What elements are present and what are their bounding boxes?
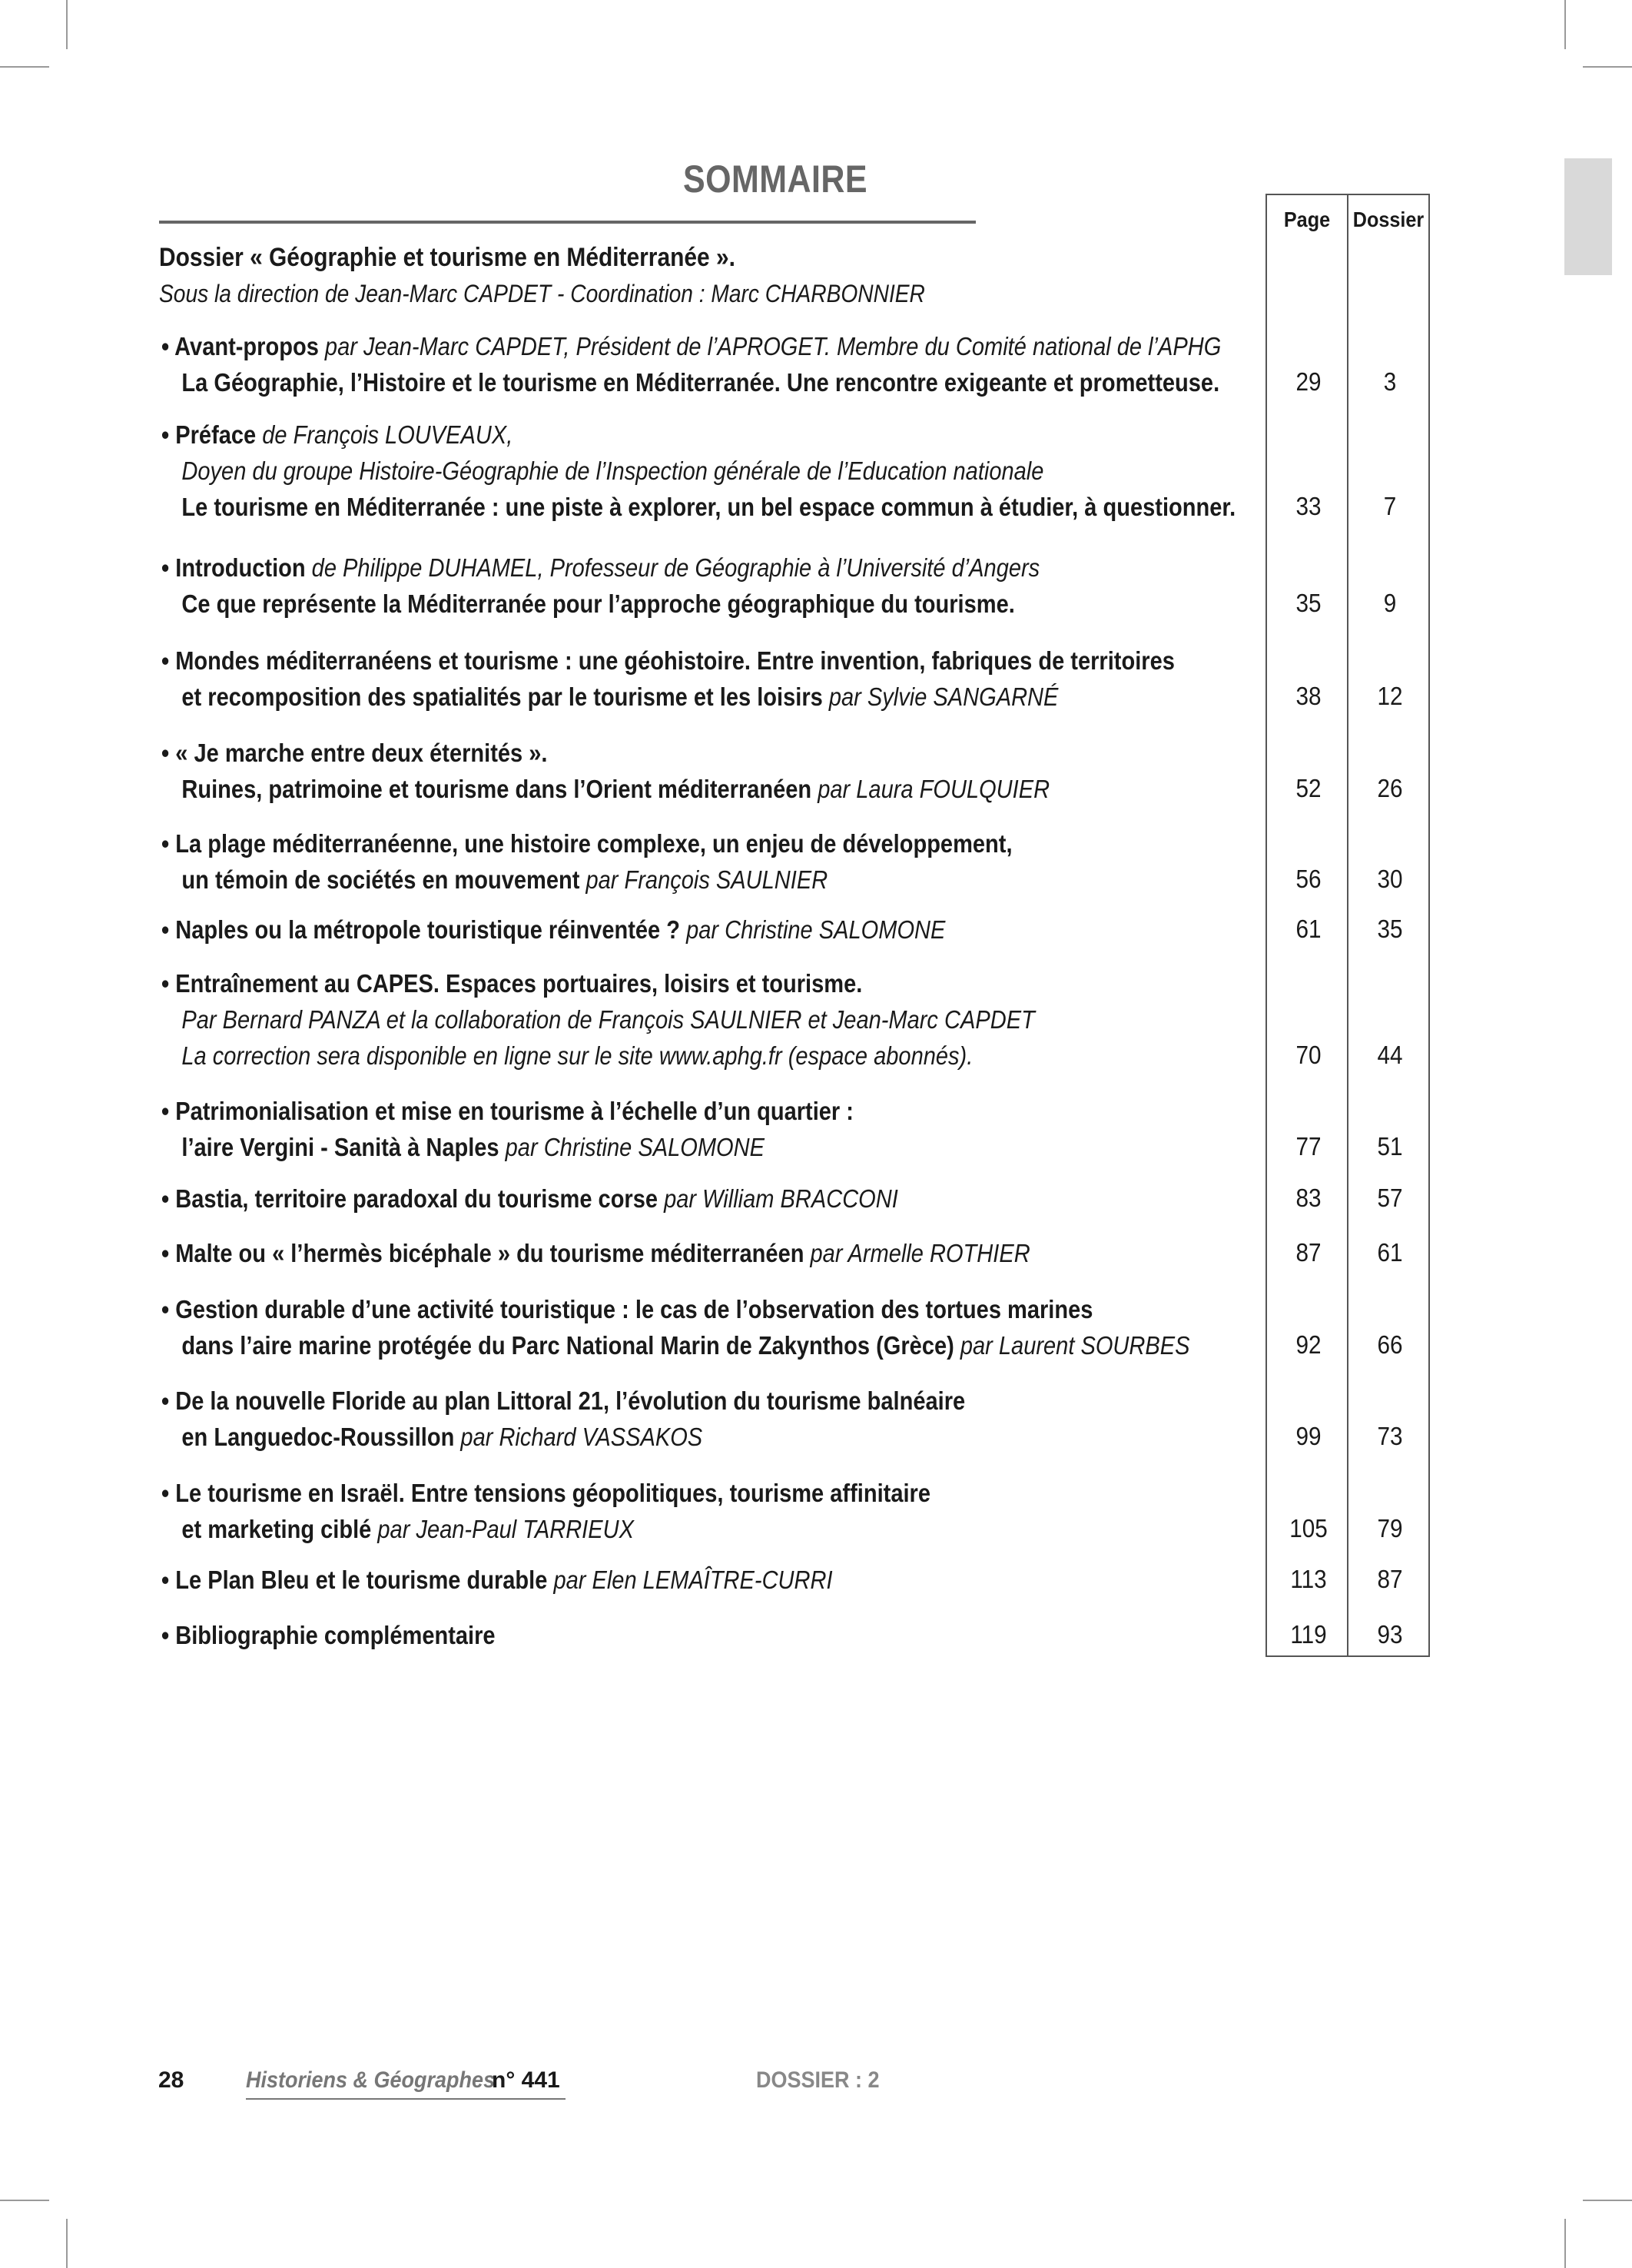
toc-entry-line — [161, 965, 1128, 1001]
crop-mark — [66, 2219, 68, 2268]
toc-entry-title: Malte ou « l’hermès bicéphale » du tourisme méditerranéen — [175, 1239, 804, 1267]
toc-entry-title: Préface — [175, 420, 257, 449]
toc-entry-author: par Jean-Marc CAPDET, Président de l’APROGET. Membre du Comité national de l’APHG — [318, 332, 1222, 360]
crop-mark — [1564, 0, 1566, 49]
toc-dossier-number: 44 — [1377, 1041, 1403, 1069]
toc-dossier-number: 87 — [1377, 1565, 1403, 1593]
toc-entry-author: par Sylvie SANGARNÉ — [822, 682, 1059, 711]
dossier-column-header: Dossier — [1352, 208, 1425, 231]
toc-page-number: 99 — [1295, 1422, 1322, 1450]
toc-entry — [161, 1180, 1260, 1217]
toc-entry-author: par William BRACCONI — [658, 1184, 898, 1213]
toc-page-number: 77 — [1295, 1132, 1322, 1161]
toc-entry-title: Introduction — [175, 553, 306, 582]
toc-entry-title: l’aire Vergini - Sanità à Naples — [181, 1133, 499, 1161]
toc-page-number: 33 — [1295, 492, 1322, 520]
toc-dossier-number: 79 — [1377, 1514, 1403, 1542]
bullet-icon: • — [161, 739, 176, 767]
toc-entry-line — [161, 1327, 1190, 1363]
toc-page-number: 38 — [1295, 682, 1322, 710]
toc-entry-line — [161, 771, 1128, 807]
toc-entry-author: La correction sera disponible en ligne sur le site www.aphg.fr (espace abonnés). — [181, 1041, 974, 1070]
toc-entry-line — [161, 825, 1128, 862]
crop-mark — [0, 2200, 49, 2201]
toc-entry-line — [161, 1475, 1128, 1511]
toc-entry — [161, 1093, 1260, 1165]
toc-entry-line — [161, 912, 1128, 948]
toc-entry-author: de Philippe DUHAMEL, Professeur de Géographie à l’Université d’Angers — [305, 553, 1040, 582]
toc-entry-title: un témoin de sociétés en mouvement — [181, 865, 580, 894]
dossier-heading: Dossier « Géographie et tourisme en Méditerranée ». — [159, 243, 735, 272]
toc-entry-title: Le tourisme en Méditerranée : une piste à explorer, un bel espace commun à étudier, à questionner. — [181, 493, 1236, 521]
toc-entry-title: Avant-propos — [174, 332, 319, 360]
toc-entry-line — [161, 1419, 1128, 1455]
crop-mark — [1583, 2200, 1632, 2201]
toc-entry-title: Ruines, patrimoine et tourisme dans l’Orient méditerranéen — [181, 775, 812, 803]
toc-entry-line — [161, 1129, 1128, 1165]
toc-entry-line — [161, 1562, 1128, 1598]
toc-entry-title: « Je marche entre deux éternités ». — [175, 739, 548, 767]
toc-page-number: 52 — [1295, 774, 1322, 802]
toc-page-number: 113 — [1290, 1565, 1327, 1593]
toc-entry — [161, 550, 1260, 622]
dossier-subheading: Sous la direction de Jean-Marc CAPDET - Coordination : Marc CHARBONNIER — [159, 280, 925, 307]
crop-mark — [1583, 66, 1632, 68]
toc-entry-line — [161, 643, 1175, 679]
toc-entry-title: Le tourisme en Israël. Entre tensions géopolitiques, tourisme affinitaire — [175, 1479, 930, 1507]
toc-page-number: 87 — [1295, 1238, 1322, 1267]
bullet-icon: • — [161, 1184, 176, 1213]
toc-entry-author: par Christine SALOMONE — [680, 915, 946, 944]
toc-entry-title: Mondes méditerranéens et tourisme : une géohistoire. Entre invention, fabriques de territoires — [175, 646, 1175, 675]
toc-entry-line — [161, 1511, 1128, 1547]
toc-entry — [161, 328, 1260, 400]
footer-page-number: 28 — [158, 2067, 184, 2093]
toc-entry-line — [161, 489, 1236, 525]
toc-entry-line — [161, 1001, 1128, 1038]
toc-entry-line — [161, 1383, 1128, 1419]
bullet-icon: • — [161, 420, 176, 449]
toc-entry-line — [161, 735, 1128, 771]
toc-entry-author: Doyen du groupe Histoire-Géographie de l’Inspection générale de l’Education nationale — [181, 457, 1044, 485]
footer-journal-name: Historiens & Géographes — [246, 2067, 496, 2093]
toc-entry — [161, 1235, 1260, 1271]
footer-section: DOSSIER : 2 — [756, 2067, 880, 2093]
bullet-icon: • — [161, 1386, 176, 1415]
bullet-icon: • — [161, 1097, 176, 1125]
toc-entry-title: Bibliographie complémentaire — [175, 1621, 496, 1649]
toc-entry-title: Ce que représente la Méditerranée pour l’approche géographique du tourisme. — [181, 589, 1015, 618]
toc-entry-title: La Géographie, l’Histoire et le tourisme en Méditerranée. Une rencontre exigeante et prometteuse. — [181, 368, 1220, 397]
toc-entry-author: par François SAULNIER — [579, 865, 828, 894]
toc-entry — [161, 965, 1260, 1074]
bullet-icon: • — [161, 1621, 176, 1649]
toc-entry-line — [161, 1093, 1128, 1129]
toc-dossier-number: 61 — [1377, 1238, 1403, 1267]
toc-dossier-number: 57 — [1377, 1184, 1403, 1212]
toc-entry — [161, 1291, 1260, 1363]
toc-dossier-number: 30 — [1377, 865, 1403, 893]
toc-entry — [161, 912, 1260, 948]
toc-entry — [161, 825, 1260, 898]
toc-entry — [161, 643, 1260, 715]
toc-entry-author: par Armelle ROTHIER — [804, 1239, 1030, 1267]
toc-entry-title: Entraînement au CAPES. Espaces portuaires, loisirs et tourisme. — [175, 969, 863, 998]
toc-entry-title: La plage méditerranéenne, une histoire complexe, un enjeu de développement, — [175, 829, 1013, 858]
toc-entry-title: en Languedoc-Roussillon — [181, 1423, 455, 1451]
toc-entry-line — [161, 1180, 1128, 1217]
bullet-icon: • — [161, 553, 176, 582]
toc-entry — [161, 1383, 1260, 1455]
toc-dossier-number: 7 — [1383, 492, 1397, 520]
toc-page-number: 70 — [1295, 1041, 1322, 1069]
footer-issue-number: n° 441 — [492, 2067, 560, 2093]
section-thumb-tab — [1564, 158, 1612, 275]
toc-entry-title: Bastia, territoire paradoxal du tourisme corse — [175, 1184, 658, 1213]
toc-entry-line — [161, 679, 1128, 715]
bullet-icon: • — [161, 915, 176, 944]
bullet-icon: • — [161, 1295, 176, 1323]
toc-entry-line — [161, 364, 1220, 400]
toc-dossier-number: 93 — [1377, 1620, 1403, 1649]
toc-page-number: 83 — [1295, 1184, 1322, 1212]
toc-entry-line — [161, 1291, 1128, 1327]
toc-entry-title: Le Plan Bleu et le tourisme durable — [175, 1566, 548, 1594]
bullet-icon: • — [161, 332, 175, 360]
toc-page-number: 56 — [1295, 865, 1322, 893]
toc-dossier-number: 12 — [1377, 682, 1403, 710]
toc-entry-author: par Laurent SOURBES — [954, 1331, 1190, 1360]
toc-dossier-number: 73 — [1377, 1422, 1403, 1450]
toc-entry-author: Par Bernard PANZA et la collaboration de François SAULNIER et Jean-Marc CAPDET — [181, 1005, 1035, 1034]
toc-entry-line — [161, 328, 1222, 364]
toc-page-number: 61 — [1295, 915, 1322, 943]
bullet-icon: • — [161, 829, 176, 858]
toc-entry-author: par Laura FOULQUIER — [811, 775, 1050, 803]
toc-entry-title: et recomposition des spatialités par le tourisme et les loisirs — [181, 682, 823, 711]
toc-entry — [161, 1475, 1260, 1547]
bullet-icon: • — [161, 1479, 176, 1507]
toc-entry-line — [161, 417, 1128, 453]
toc-page-number: 119 — [1290, 1620, 1327, 1649]
toc-entry-author: par Christine SALOMONE — [499, 1133, 765, 1161]
toc-entry-author: par Elen LEMAÎTRE-CURRI — [547, 1566, 833, 1594]
bullet-icon: • — [161, 969, 176, 998]
crop-mark — [1564, 2219, 1566, 2268]
toc-page-number: 35 — [1295, 589, 1322, 617]
footer-rule — [246, 2098, 566, 2100]
toc-entry-title: Patrimonialisation et mise en tourisme à l’échelle d’un quartier : — [175, 1097, 854, 1125]
bullet-icon: • — [161, 1566, 176, 1594]
crop-mark — [66, 0, 68, 49]
toc-page-number: 29 — [1295, 367, 1322, 396]
page-column-header: Page — [1283, 208, 1331, 231]
toc-entry — [161, 1617, 1260, 1653]
toc-entry-line — [161, 862, 1128, 898]
toc-entry-line — [161, 1617, 1128, 1653]
toc-entry-title: dans l’aire marine protégée du Parc National Marin de Zakynthos (Grèce) — [181, 1331, 954, 1360]
toc-dossier-number: 66 — [1377, 1330, 1403, 1359]
toc-entry-title: Naples ou la métropole touristique réinventée ? — [175, 915, 681, 944]
toc-entry — [161, 417, 1260, 525]
toc-entry-author: par Jean-Paul TARRIEUX — [371, 1515, 634, 1543]
toc-entry-title: et marketing ciblé — [181, 1515, 372, 1543]
toc-entry-title: Gestion durable d’une activité touristique : le cas de l’observation des tortues marines — [175, 1295, 1093, 1323]
toc-dossier-number: 35 — [1377, 915, 1403, 943]
toc-page-number: 92 — [1295, 1330, 1322, 1359]
toc-dossier-number: 51 — [1377, 1132, 1403, 1161]
toc-entry-line — [161, 453, 1128, 489]
toc-entry-author: par Richard VASSAKOS — [454, 1423, 703, 1451]
toc-entry-line — [161, 1235, 1128, 1271]
toc-entry-author: de François LOUVEAUX, — [256, 420, 513, 449]
toc-entry-title: De la nouvelle Floride au plan Littoral 21, l’évolution du tourisme balnéaire — [175, 1386, 966, 1415]
toc-dossier-number: 9 — [1383, 589, 1397, 617]
toc-entry-line — [161, 586, 1128, 622]
toc-dossier-number: 26 — [1377, 774, 1403, 802]
crop-mark — [0, 66, 49, 68]
bullet-icon: • — [161, 1239, 176, 1267]
toc-entry-line — [161, 550, 1128, 586]
toc-dossier-number: 3 — [1383, 367, 1397, 396]
toc-entry-line — [161, 1038, 1128, 1074]
toc-entry — [161, 1562, 1260, 1598]
toc-page-number: 105 — [1289, 1514, 1328, 1542]
bullet-icon: • — [161, 646, 176, 675]
title-rule — [159, 221, 976, 224]
page-title: SOMMAIRE — [683, 158, 867, 201]
toc-entry — [161, 735, 1260, 807]
